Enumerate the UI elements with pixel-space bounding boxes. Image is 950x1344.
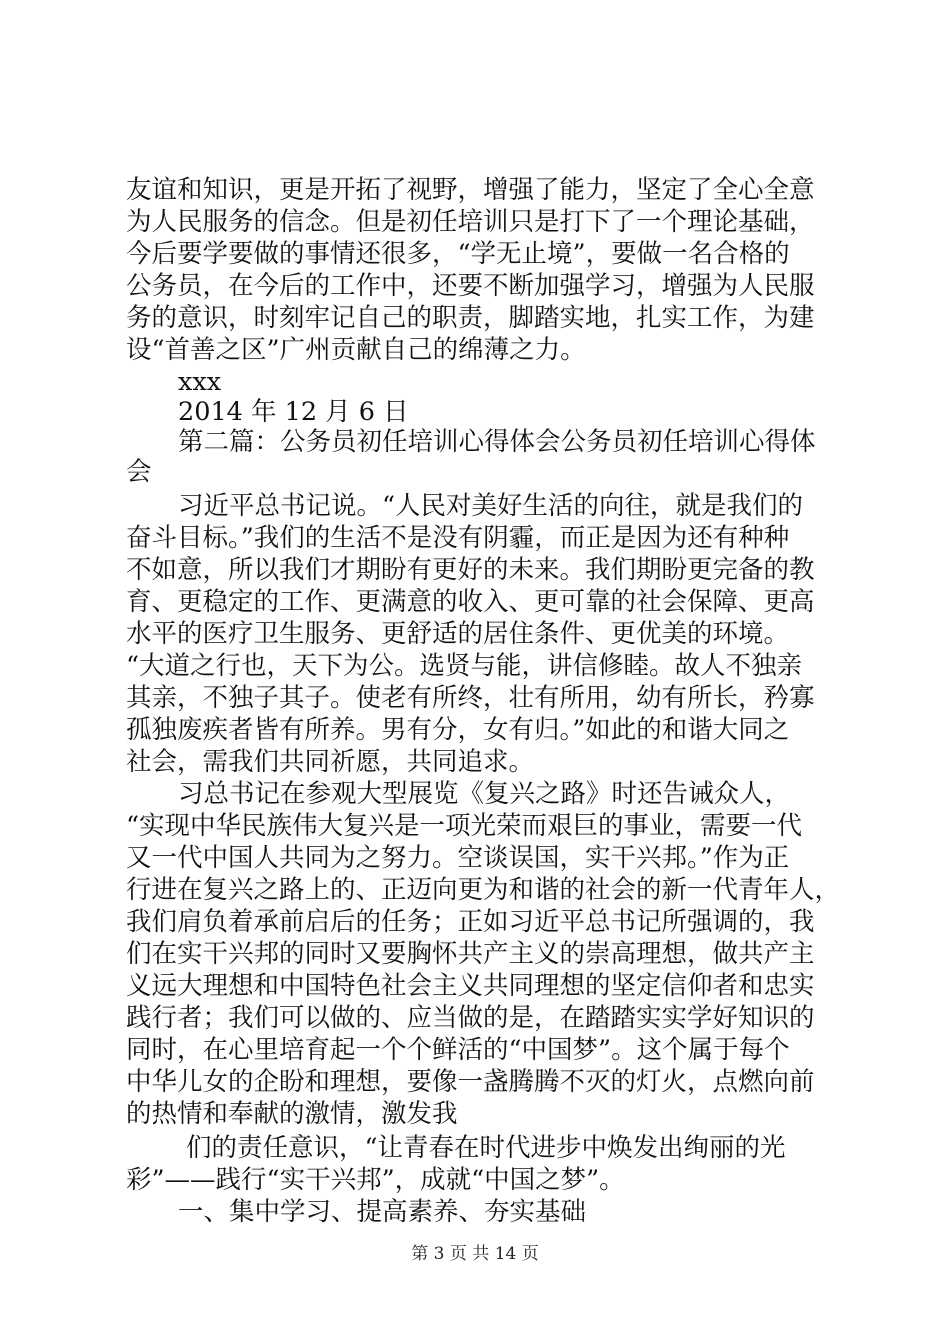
signature-date: 2014 年 12 月 6 日: [178, 397, 409, 427]
text-line: 水平的医疗卫生服务、更舒适的居住条件、更优美的环境。: [126, 619, 790, 649]
text-line: 其亲，不独子其子。使老有所终，壮有所用，幼有所长，矜寡: [126, 683, 815, 713]
text-line: 公务员，在今后的工作中，还要不断加强学习，增强为人民服: [126, 271, 815, 301]
text-line: 社会，需我们共同祈愿，共同追求。: [126, 747, 535, 777]
text-line: 育、更稳定的工作、更满意的收入、更可靠的社会保障、更高: [126, 587, 815, 617]
text-line: 设“首善之区”广州贡献自己的绵薄之力。: [126, 335, 586, 365]
text-line: 孤独废疾者皆有所养。男有分，女有归。”如此的和谐大同之: [126, 715, 790, 745]
text-line: 我们肩负着承前启后的任务；正如习近平总书记所强调的，我: [126, 907, 815, 937]
text-line: 奋斗目标。”我们的生活不是没有阴霾，而正是因为还有种种: [126, 523, 790, 553]
subheading: 一、集中学习、提高素养、夯实基础: [178, 1197, 587, 1227]
text-line: 不如意，所以我们才期盼有更好的未来。我们期盼更完备的教: [126, 555, 815, 585]
page-footer: 第 3 页 共 14 页: [411, 1244, 539, 1264]
paragraph-start: 习近平总书记说。“人民对美好生活的向往，就是我们的: [178, 491, 804, 521]
signature-name: xxx: [178, 367, 222, 397]
text-line: 行进在复兴之路上的、正迈向更为和谐的社会的新一代青年人，: [126, 875, 841, 905]
text-line: 中华儿女的企盼和理想，要像一盏腾腾不灭的灯火，点燃向前: [126, 1067, 815, 1097]
text-line: 彩”——践行“实干兴邦”，成就“中国之梦”。: [126, 1165, 625, 1195]
text-line: “大道之行也，天下为公。选贤与能，讲信修睦。故人不独亲: [126, 651, 803, 681]
text-line: 们在实干兴邦的同时又要胸怀共产主义的崇高理想，做共产主: [126, 939, 815, 969]
text-line: 同时，在心里培育起一个个鲜活的“中国梦”。这个属于每个: [126, 1035, 790, 1065]
text-line: “实现中华民族伟大复兴是一项光荣而艰巨的事业，需要一代: [126, 811, 803, 841]
text-line: 的热情和奉献的激情，激发我: [126, 1099, 458, 1129]
paragraph-start: 们的责任意识，“让青春在时代进步中焕发出绚丽的光: [186, 1133, 786, 1163]
text-line: 务的意识，时刻牢记自己的职责，脚踏实地，扎实工作，为建: [126, 303, 815, 333]
text-line: 又一代中国人共同为之努力。空谈误国，实干兴邦。”作为正: [126, 843, 790, 873]
text-line: 友谊和知识，更是开拓了视野，增强了能力，坚定了全心全意: [126, 175, 815, 205]
text-line: 践行者；我们可以做的、应当做的是，在踏踏实实学好知识的: [126, 1003, 815, 1033]
text-line: 义远大理想和中国特色社会主义共同理想的坚定信仰者和忠实: [126, 971, 815, 1001]
text-line: 今后要学要做的事情还很多，“学无止境”，要做一名合格的: [126, 239, 790, 269]
section-heading: 第二篇：公务员初任培训心得体会公务员初任培训心得体: [178, 427, 816, 457]
paragraph-start: 习总书记在参观大型展览《复兴之路》时还告诫众人，: [178, 779, 791, 809]
section-heading-cont: 会: [126, 457, 152, 487]
text-line: 为人民服务的信念。但是初任培训只是打下了一个理论基础，: [126, 207, 815, 237]
